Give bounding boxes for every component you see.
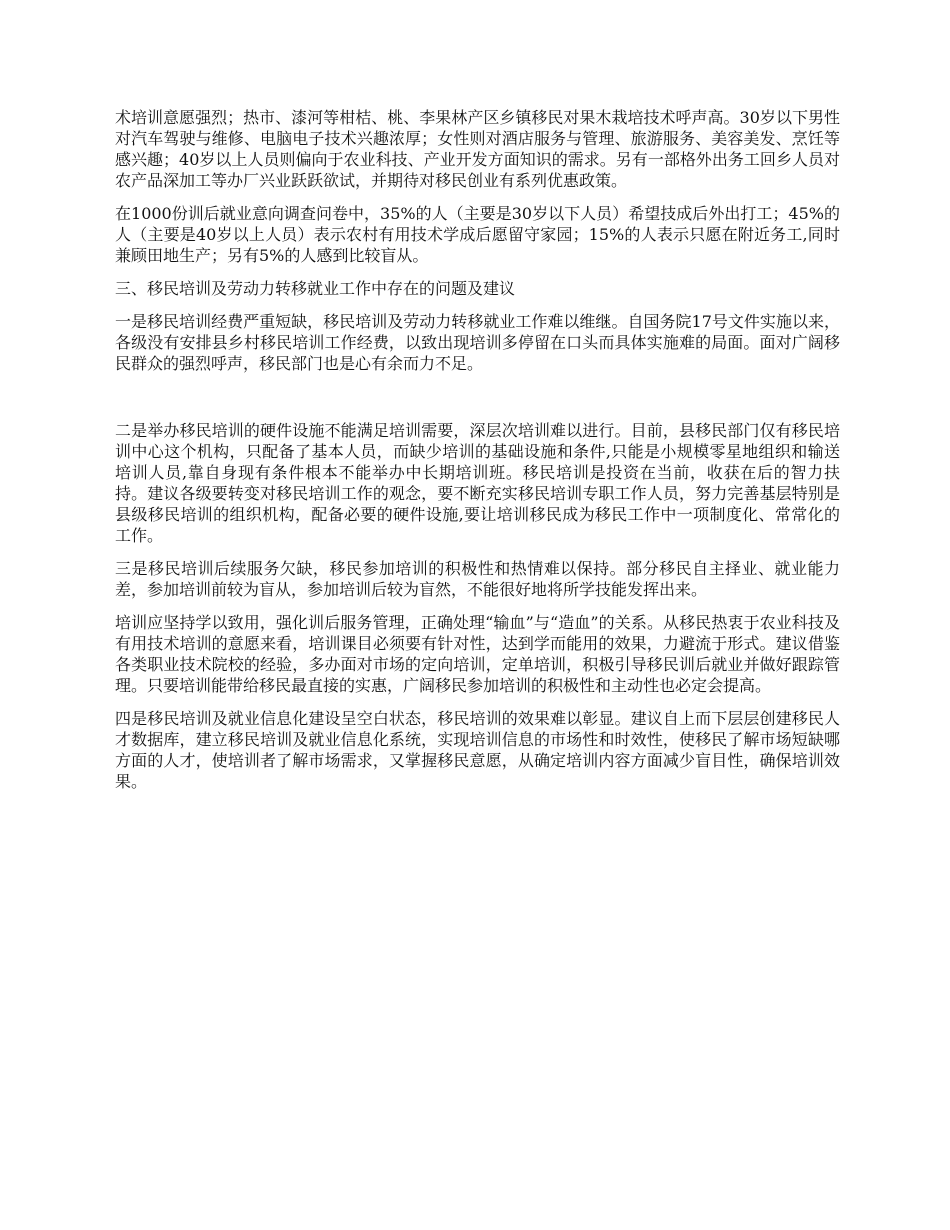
blank-spacer [115,386,840,420]
section-heading-problems: 三、移民培训及劳动力转移就业工作中存在的问题及建议 [115,279,516,298]
paragraph-survey-results: 在1000份训后就业意向调查问卷中，35%的人（主要是30岁以下人员）希望技成后外出打工；45%的人（主要是40岁以上人员）表示农村有用技术学成后愿留守家园；15%的人表示只愿在附近务工,同时兼顾田地生产；另有5%的人感到比较盲从。 [115,204,840,265]
paragraph-followup-service: 三是移民培训后续服务欠缺，移民参加培训的积极性和热情难以保持。部分移民自主择业、就业能力差，参加培训前较为盲从，参加培训后较为盲然，不能很好地将所学技能发挥出来。 [115,559,840,599]
paragraph-practical-training: 培训应坚持学以致用，强化训后服务管理，正确处理“输血”与“造血”的关系。从移民热衷于农业科技及有用技术培训的意愿来看，培训课目必须要有针对性，达到学而能用的效果，力避流于形式。建议借鉴各类职业技术院校的经验，多办面对市场的定向培训，定单培训，积极引导移民训后就业并做好跟踪管理。只要培训能带给移民最直接的实惠，广阔移民参加培训的积极性和主动性也必定会提高。 [115,613,840,695]
paragraph-funding-shortage: 一是移民培训经费严重短缺，移民培训及劳动力转移就业工作难以维继。自国务院17号文件实施以来，各级没有安排县乡村移民培训工作经费，以致出现培训多停留在口头而具体实施难的局面。面对广阔移民群众的强烈呼声，移民部门也是心有余而力不足。 [115,312,840,373]
paragraph-information-system: 四是移民培训及就业信息化建设呈空白状态，移民培训的效果难以彰显。建议自上而下层层创建移民人才数据库，建立移民培训及就业信息化系统，实现培训信息的市场性和时效性，使移民了解市场短缺哪方面的人才，使培训者了解市场需求，又掌握移民意愿，从确定培训内容方面减少盲目性，确保培训效果。 [115,709,840,791]
paragraph-training-interest: 术培训意愿强烈；热市、漆河等柑桔、桃、李果林产区乡镇移民对果木栽培技术呼声高。30岁以下男性对汽车驾驶与维修、电脑电子技术兴趣浓厚；女性则对酒店服务与管理、旅游服务、美容美发、烹饪等感兴趣；40岁以上人员则偏向于农业科技、产业开发方面知识的需求。另有一部格外出务工回乡人员对农产品深加工等办厂兴业跃跃欲试，并期待对移民创业有系列优惠政策。 [115,108,840,190]
document-page [115,107,840,804]
paragraph-hardware-facilities: 二是举办移民培训的硬件设施不能满足培训需要，深层次培训难以进行。目前，县移民部门仅有移民培训中心这个机构，只配备了基本人员，而缺少培训的基础设施和条件,只能是小规模零星地组织和输送培训人员,靠自身现有条件根本不能举办中长期培训班。移民培训是投资在当前，收获在后的智力扶持。建议各级要转变对移民培训工作的观念，要不断充实移民培训专职工作人员，努力完善基层特别是县级移民培训的组织机构，配备必要的硬件设施,要让培训移民成为移民工作中一项制度化、常常化的工作。 [115,421,840,545]
